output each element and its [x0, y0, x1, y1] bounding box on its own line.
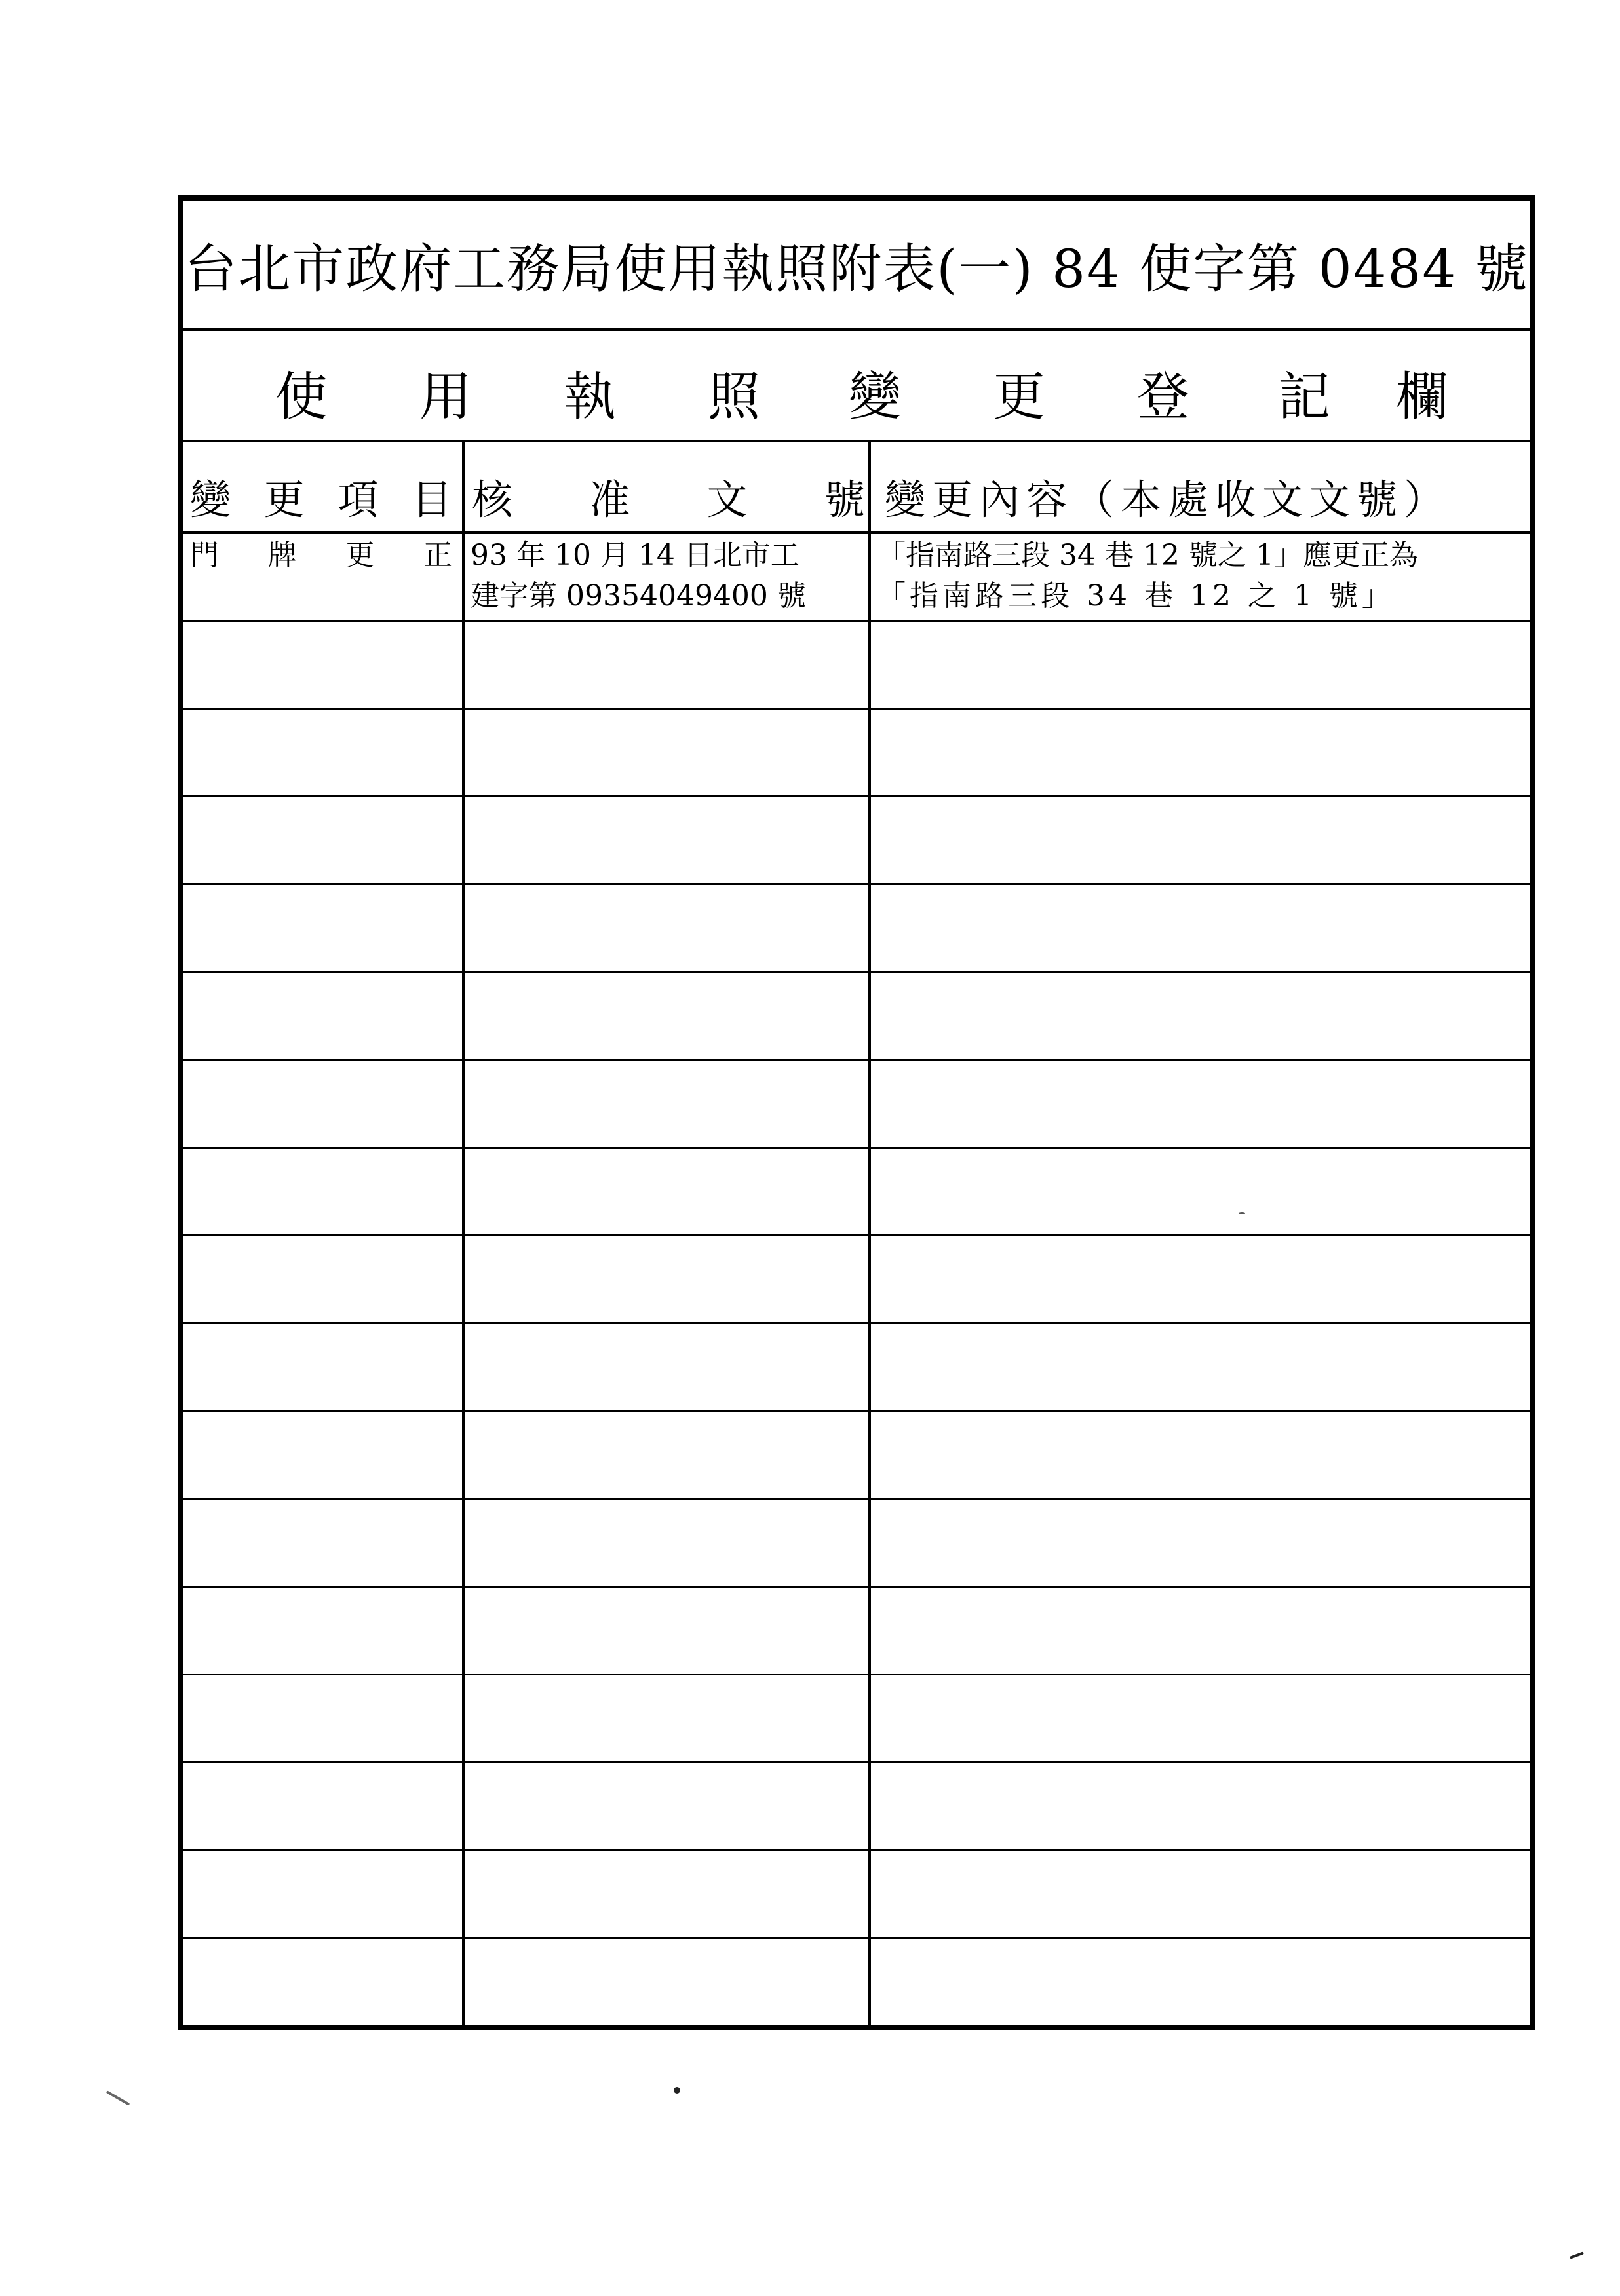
table-row	[183, 1410, 1530, 1500]
table-row	[183, 883, 1530, 973]
table-row	[183, 795, 1530, 885]
change-item-cell	[190, 534, 452, 577]
header-change-content: 變更內容（本處收文文號）	[885, 476, 1452, 524]
table-row	[183, 1322, 1530, 1412]
cell-char: 更	[345, 539, 375, 572]
scan-speck	[674, 2087, 680, 2094]
approval-no-line1: 93 年 10 月 14 日北市工	[471, 539, 800, 572]
table-row	[183, 1761, 1530, 1851]
table-row	[183, 1586, 1530, 1675]
scan-speck	[1570, 2251, 1584, 2259]
header-char: 號	[824, 476, 865, 524]
table-row	[183, 708, 1530, 797]
cell-char: 牌	[267, 539, 297, 572]
table-row	[183, 1674, 1530, 1763]
scan-speck	[1239, 1212, 1245, 1214]
content-line1: 「指南路三段 34 巷 12 號之 1」應更正為	[877, 539, 1418, 572]
header-change-item	[190, 467, 452, 526]
header-char: 核	[472, 476, 513, 524]
subtitle-char: 執	[564, 366, 616, 427]
approval-no-line2: 建字第 09354049400 號	[471, 579, 806, 613]
document-title: 台北市政府工務局使用執照附表(一) 84 使字第 0484 號	[184, 239, 1529, 299]
subtitle-char: 記	[1278, 366, 1330, 427]
cell-char: 正	[423, 539, 452, 572]
subtitle-char: 使	[275, 366, 328, 427]
table-row	[183, 1937, 1530, 2025]
header-char: 文	[706, 476, 748, 524]
header-char: 變	[190, 476, 231, 524]
table-row	[183, 620, 1530, 710]
title-row	[183, 201, 1530, 331]
subtitle-char: 照	[708, 366, 760, 427]
scan-speck	[106, 2090, 130, 2105]
table-row	[183, 971, 1530, 1061]
table-row	[183, 1234, 1530, 1324]
cell-char: 門	[190, 539, 219, 572]
header-approval-no	[472, 467, 865, 526]
subtitle-char: 變	[849, 366, 901, 427]
table-row	[183, 1498, 1530, 1588]
subtitle-char: 登	[1137, 366, 1189, 427]
column-header-row	[183, 440, 1530, 534]
subtitle-char: 更	[993, 366, 1045, 427]
usage-permit-table	[178, 195, 1535, 2030]
table-row	[183, 1147, 1530, 1236]
header-char: 目	[411, 476, 452, 524]
content-line2: 「指南路三段 34 巷 12 之 1 號」	[877, 579, 1395, 613]
subtitle-char: 欄	[1396, 366, 1448, 427]
subtitle-row	[183, 328, 1530, 442]
header-char: 項	[338, 476, 379, 524]
header-char: 准	[589, 476, 630, 524]
table-row	[183, 1059, 1530, 1149]
header-char: 更	[263, 476, 305, 524]
subtitle-char: 用	[419, 366, 472, 427]
table-row	[183, 531, 1530, 622]
table-row	[183, 1849, 1530, 1939]
